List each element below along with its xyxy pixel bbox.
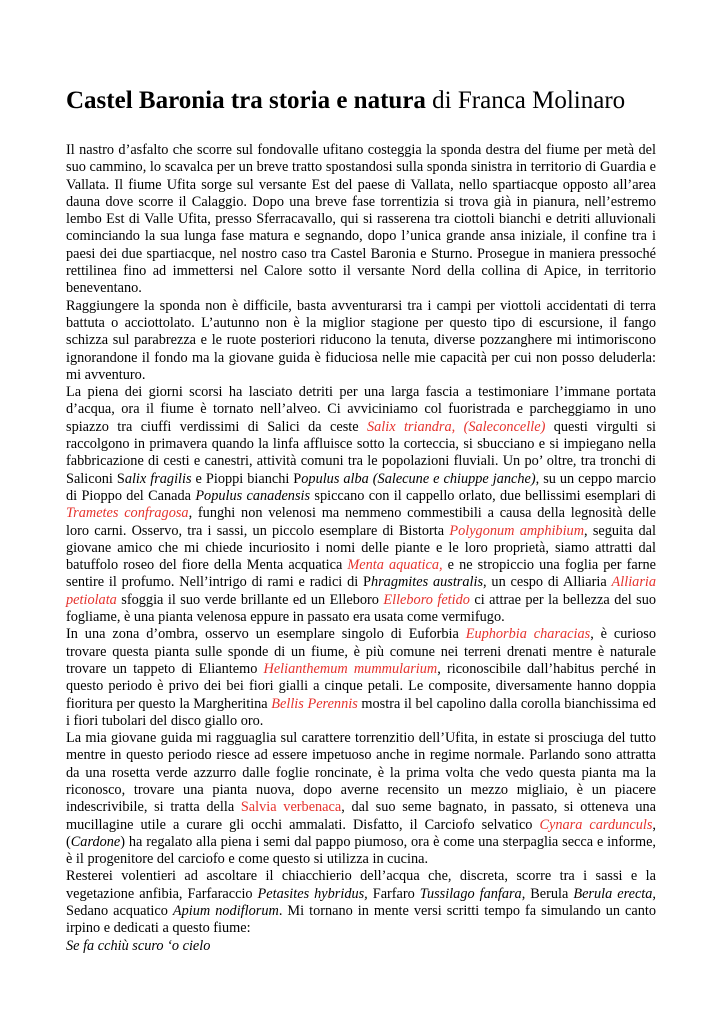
paragraph xyxy=(66,938,656,955)
species-name: opulus alba (Salecune e chiuppe janche) xyxy=(301,470,536,487)
title-main: Castel Baronia tra storia e natura xyxy=(66,87,426,114)
paragraph xyxy=(66,142,656,298)
species-name: Tussilago fanfara, xyxy=(419,885,526,902)
species-name: Apium nodiflorum xyxy=(172,903,279,920)
species-name: Petasites hybridus, xyxy=(257,885,368,902)
text-run: Farfaro xyxy=(367,885,420,902)
text-run: In una zona d’ombra, osservo un esemplare singolo di Euforbia xyxy=(66,626,466,643)
species-name: Salix triandra, ( xyxy=(366,418,469,435)
species-name: Populus canadensis xyxy=(195,487,311,504)
document-page xyxy=(66,86,656,955)
text-run: questi virgulti si raccolgono in primavera quando la linfa affluisce sotto la corteccia, si sbucciano e si impiegano nella fabbricazione di cesti e canestri, attività comuni tra le popolazioni fluviali. Un po’ oltre, tra tronchi di Saliconi S xyxy=(66,418,656,487)
text-run: , ( xyxy=(66,816,656,850)
paragraph xyxy=(66,298,656,384)
species-name: alix fragilis xyxy=(124,470,192,487)
text-run: , su un ceppo marcio di Pioppo del Canada xyxy=(66,470,657,504)
text-run: , dal suo seme bagnato, in passato, si otteneva una mucillagine utile a curare gli occhi ammalati. Disfatto, il Carciofo selvatico xyxy=(66,799,656,833)
species-name: Se fa cchiù scuro ‘o cielo xyxy=(66,937,211,954)
text-run: spiccano con il cappello orlato, due bellissimi esemplari di xyxy=(310,487,656,504)
text-run: Resterei volentieri ad ascoltare il chiacchierio dell’acqua che, discreta, scorre tra i sassi e la vegetazione anfibia, Farfaraccio xyxy=(66,868,656,902)
text-run: , funghi non velenosi ma nemmeno commestibili a causa della legnosità delle loro carni. Osservo, tra i sassi, un piccolo esemplare di Bistorta xyxy=(66,505,656,539)
species-name: Cardone xyxy=(70,833,121,850)
text-run: La piena dei giorni scorsi ha lasciato detriti per una larga fascia a testimoniare l’immane portata d’acqua, ora il fiume è tornato nell’alveo. Ci avviciniamo col fuoristrada e parcheggiamo in uno spiazzo tra ciuffi verdissimi di Salici da ceste xyxy=(66,384,656,435)
page-title xyxy=(66,86,656,116)
paragraph xyxy=(66,730,656,868)
species-name: Polygonum amphibium xyxy=(449,522,585,539)
species-name: Elleboro fetido xyxy=(383,591,470,608)
text-run: , è curioso trovare questa pianta sulle sponde di un fiume, è più comune nei terreni drenati mentre è naturale trovare un tappeto di Eliantemo xyxy=(66,626,656,677)
text-run: sfoggia il suo verde brillante ed un Elleboro xyxy=(116,591,384,608)
paragraph xyxy=(66,384,656,626)
paragraph xyxy=(66,868,656,937)
species-name: Euphorbia characias xyxy=(465,626,591,643)
text-run: , riconoscibile dall’habitus perché in questo periodo è privo dei bei fiori gialli a cinque petali. Le composite, diversamente hanno doppia fioritura per questo la Margheritina xyxy=(66,660,656,712)
species-name: Menta aquatica, xyxy=(347,557,443,574)
species-name: hragmites australis xyxy=(370,574,484,591)
text-run: La mia giovane guida mi ragguaglia sul carattere torrenzitio dell’Ufita, in estate si prosciuga del tutto mentre in questo periodo riesce ad essere impetuoso anche in regime normale. Parlando sono attratta da una rosetta verde azzurro dalle foglie roncinate, è la prima volta che vedo questa pianta ma la riconosco, trovare una pianta nuova, dopo averne recensito un mezzo migliaio, è un piacere indescrivibile, si tratta della xyxy=(66,730,656,816)
species-name: Trametes confragosa xyxy=(66,505,189,522)
text-run: , un cespo di Alliaria xyxy=(483,574,612,591)
text-run: Sedano acquatico xyxy=(66,903,173,920)
species-name: Salvia verbenaca xyxy=(240,799,342,816)
text-run: Raggiungere la sponda non è difficile, basta avventurarsi tra i campi per viottoli accidentati di terra battuta o acciottolato. L’autunno non è la miglior stagione per questo tipo di escursione, il fango schizza sul parabrezza e le ruote posteriori riducono la tenuta, diverse pozzanghere mi intimoriscono ignorandone il fondo ma la giovane guida è fiduciosa nelle mie capacità per cui non posso deluderla: mi avventuro. xyxy=(66,297,656,383)
species-name: Alliaria petiolata xyxy=(66,574,656,608)
text-run: mostra il bel capolino dalla corolla bianchissima ed i fiori tubolari del disco giallo oro. xyxy=(66,695,656,729)
species-name: Bellis Perennis xyxy=(271,695,358,712)
text-run: ci attrae per la bellezza del suo fogliame, è una pianta velenosa eppure in passato era usata come vermifugo. xyxy=(66,591,657,626)
text-run: ) ha regalato alla piena i semi dal pappo piumoso, ora è come una sterpaglia secca e informe, è il progenitore del carciofo e come questo si utilizza in cucina. xyxy=(66,833,656,868)
paragraph xyxy=(66,626,656,730)
text-run: Il nastro d’asfalto che scorre sul fondovalle ufitano costeggia la sponda destra del fiume per metà del suo cammino, lo scavalca per un breve tratto spostandosi sulla sponda sinistra in territorio di Guardia e Vallata. Il fiume Ufita sorge sul versante Est del paese di Vallata, nello spartiacque opposto all’area dauna dove scorre il Calaggio. Dopo una breve fase torrentizia si trova già in pianura, nell’estremo lembo Est di Valle Ufita, presso Sferracavallo, qui si rasserena tra ciottoli bianchi e detriti alluvionali cominciando la sua lunga fase matura e segnando, dopo l’unica grande ansa iniziale, il confine tra i paesi dei due spartiacque, nel nostro caso tra Castel Baronia e Sturno. Prosegue in maniera pressoché rettilinea fino ad immettersi nel Calore sotto il versante Nord della collina di Apice, in territorio beneventano. xyxy=(66,142,656,297)
text-run: , seguita dal giovane amico che mi chiede incuriosito i nomi delle piante e le loro proprietà, siamo attratti dal batuffolo roseo del fiore della Menta acquatica xyxy=(66,522,657,574)
text-run: . Mi tornano in mente versi scritti tempo fa simulando un canto irpino e dedicati a questo fiume: xyxy=(66,903,657,937)
species-name: Helianthemum mummularium xyxy=(263,660,438,677)
species-name: Saleconcelle) xyxy=(468,418,546,435)
title-author: di Franca Molinaro xyxy=(425,87,626,114)
text-run: Berula xyxy=(525,885,574,902)
article-body xyxy=(66,142,656,955)
species-name: Cynara cardunculs xyxy=(539,816,653,833)
text-run: e Pioppi bianchi P xyxy=(191,470,302,487)
text-run: e ne stropiccio una foglia per farne sentire il profumo. Nell’intrigo di rami e radici di P xyxy=(66,557,656,591)
species-name: Berula erecta, xyxy=(573,885,656,902)
